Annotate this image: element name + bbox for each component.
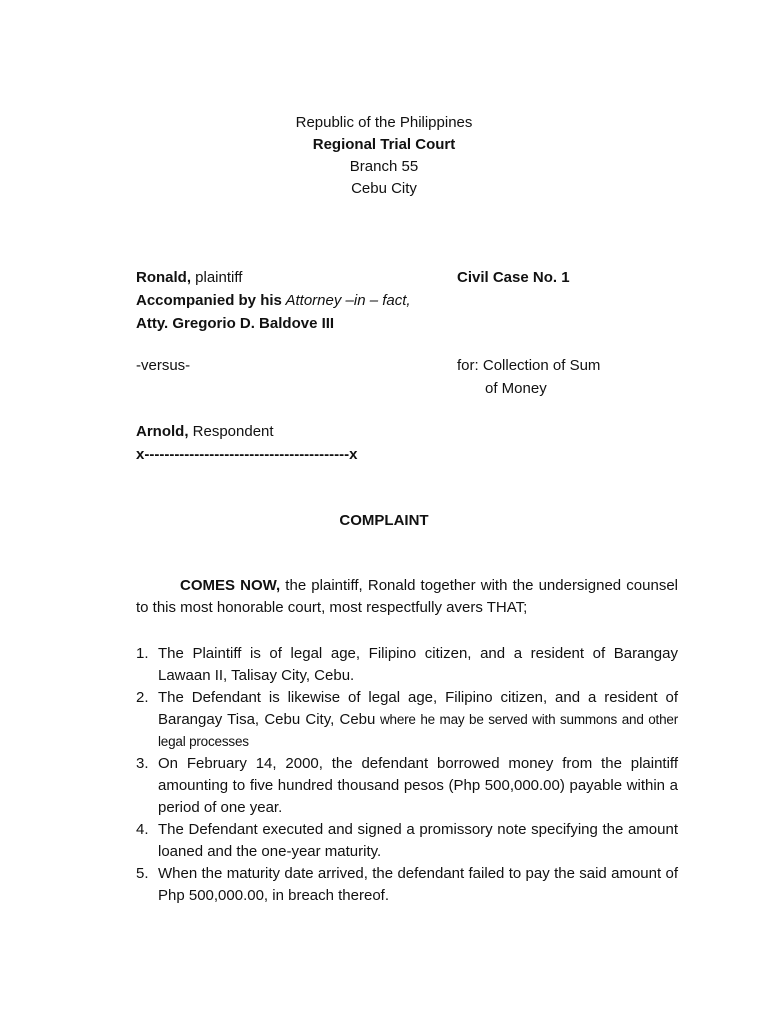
case-nature-line1: [457, 355, 600, 377]
plaintiff-name: Ronald,: [136, 269, 191, 286]
intro-lead: COMES NOW,: [180, 577, 281, 594]
allegation-number: 4.: [136, 821, 149, 838]
allegation-item: [136, 819, 678, 863]
allegation-text: [158, 687, 678, 753]
caption-separator: x-----------------------------------------x: [136, 446, 358, 463]
document-title: COMPLAINT: [339, 512, 429, 529]
allegations-list: [136, 643, 678, 907]
accompanied-line: [136, 290, 411, 312]
allegation-text: The Defendant executed and signed a promissory note specifying the amount loaned and the one-year maturity.: [158, 821, 678, 860]
allegation-text-part: The Defendant is likewise of legal age, Filipino citizen, and a resident of Barangay Tisa, Cebu City, Cebu: [158, 689, 678, 728]
versus-label: -versus-: [136, 357, 191, 374]
header-city: Cebu City: [351, 180, 417, 197]
header-branch: Branch 55: [349, 158, 419, 175]
for-label: for:: [457, 357, 479, 374]
allegation-number: 2.: [136, 689, 149, 706]
intro-paragraph: [136, 575, 678, 619]
accompanied-label: Accompanied by his: [136, 292, 282, 309]
allegation-number: 3.: [136, 755, 149, 772]
allegation-item: [136, 753, 678, 819]
allegation-item: [136, 643, 678, 687]
allegation-text: When the maturity date arrived, the defendant failed to pay the said amount of Php 500,000.00, in breach thereof.: [158, 865, 678, 904]
allegation-item: [136, 687, 678, 753]
case-nature-text1: Collection of Sum: [478, 357, 601, 374]
case-number: Civil Case No. 1: [457, 269, 570, 286]
plaintiff-line: [136, 267, 242, 289]
allegation-text: The Plaintiff is of legal age, Filipino citizen, and a resident of Barangay Lawaan II, Talisay City, Cebu.: [158, 645, 678, 684]
respondent-name: Arnold,: [136, 423, 189, 440]
allegation-text-small: where he may be served with summons and other legal processes: [158, 712, 678, 749]
respondent-line: [136, 421, 274, 443]
allegation-number: 1.: [136, 645, 149, 662]
case-nature-line2: of Money: [485, 380, 547, 397]
court-header: [0, 112, 768, 200]
intro-text: the plaintiff, Ronald together with the undersigned counsel to this most honorable court, most respectfully avers THAT;: [136, 577, 678, 616]
attorney-name: Atty. Gregorio D. Baldove III: [136, 315, 335, 332]
header-court: Regional Trial Court: [312, 136, 456, 153]
respondent-role: Respondent: [188, 423, 274, 440]
allegation-number: 5.: [136, 865, 149, 882]
allegation-text: On February 14, 2000, the defendant borrowed money from the plaintiff amounting to five hundred thousand pesos (Php 500,000.00) payable within a period of one year.: [158, 755, 678, 816]
attorney-in-fact: Attorney –in – fact,: [281, 292, 411, 309]
header-republic: Republic of the Philippines: [295, 114, 473, 131]
plaintiff-role: plaintiff: [191, 269, 243, 286]
allegation-item: [136, 863, 678, 907]
